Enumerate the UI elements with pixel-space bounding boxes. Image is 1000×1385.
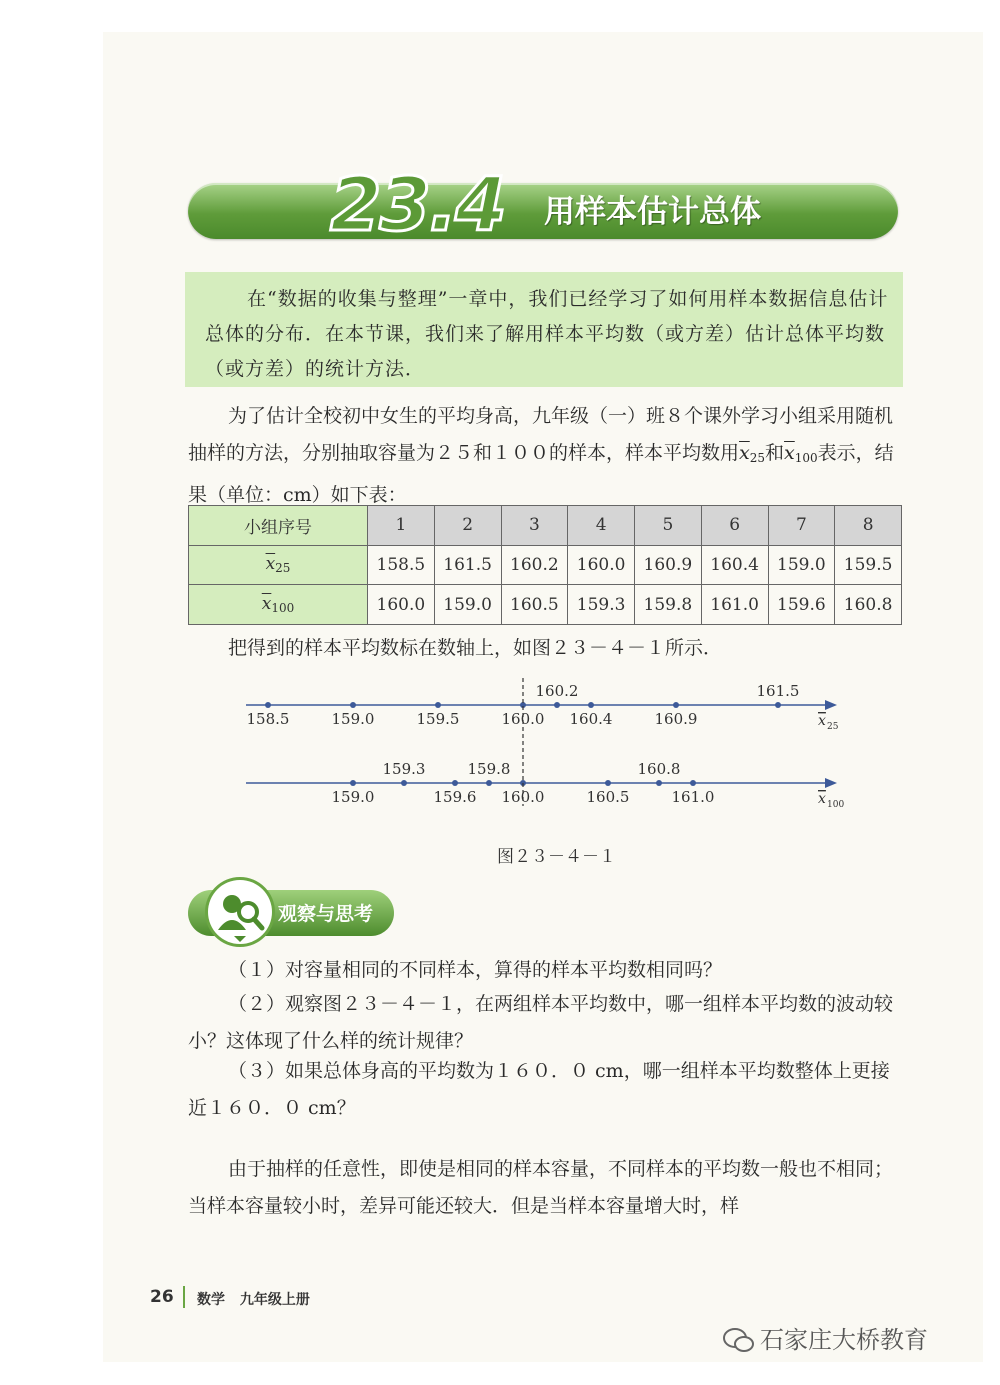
group-cell: 5: [635, 506, 702, 546]
footer-divider: [183, 1286, 185, 1308]
point-label: 160.4: [569, 710, 613, 728]
data-point: [656, 780, 662, 786]
paragraph-conclusion: 由于抽样的任意性，即使是相同的样本容量，不同样本的平均数一般也不相同；当样本容量较小时，差异可能还较大．但是当样本容量增大时，样: [188, 1158, 894, 1217]
data-point: [588, 702, 594, 708]
point-label: 160.0: [501, 788, 545, 806]
group-cell: 6: [701, 506, 768, 546]
group-cell: 4: [568, 506, 635, 546]
watermark-text: 石家庄大桥教育: [760, 1326, 928, 1354]
wechat-icon: [722, 1326, 756, 1354]
xbar25-subscript: 25: [749, 451, 766, 465]
axis-arrow: [825, 700, 837, 710]
value-cell: 159.3: [568, 585, 635, 625]
point-label: 159.0: [331, 788, 375, 806]
number-line-xbar25: [246, 682, 839, 732]
axis-arrow: [825, 778, 837, 788]
value-cell: 158.5: [368, 545, 435, 585]
value-cell: 160.8: [835, 585, 902, 625]
row-subscript: 100: [271, 601, 295, 616]
value-cell: 161.0: [701, 585, 768, 625]
sample-mean-table: [188, 505, 902, 625]
book-title: 数学 九年级上册: [197, 1292, 310, 1308]
value-cell: 160.5: [501, 585, 568, 625]
paragraph-figure-intro: 把得到的样本平均数标在数轴上，如图２３－４－１所示．: [228, 637, 723, 659]
axis-subscript: 100: [827, 800, 845, 810]
data-point: [605, 780, 611, 786]
point-label: 159.3: [382, 760, 426, 778]
value-cell: 160.0: [568, 545, 635, 585]
data-point: [690, 780, 696, 786]
number-line-xbar100: [246, 760, 844, 810]
point-label: 159.0: [331, 710, 375, 728]
row-symbol: $\overline{x}$: [265, 554, 276, 575]
row-label-xbar100: [189, 585, 368, 625]
xbar100-subscript: 100: [794, 451, 818, 465]
point-label: 161.5: [756, 682, 800, 700]
xbar100-symbol: $\overline{x}$: [784, 442, 795, 464]
point-label: 159.8: [467, 760, 511, 778]
data-point: [401, 780, 407, 786]
point-label: 160.5: [586, 788, 630, 806]
header-label: 小组序号: [189, 506, 368, 546]
row-label-xbar25: [189, 545, 368, 585]
point-label: 160.8: [637, 760, 681, 778]
data-point: [554, 702, 560, 708]
axis-symbol: x: [818, 791, 826, 807]
observe-label: 观察与思考: [278, 903, 374, 925]
para1-text-c: 表示，结果（单位：cm）如下表：: [188, 442, 894, 506]
value-cell: 159.0: [768, 545, 835, 585]
section-banner: [188, 183, 898, 239]
question-1: （１）对容量相同的不同样本，算得的样本平均数相同吗？: [228, 959, 723, 981]
data-point: [775, 702, 781, 708]
value-cell: 160.2: [501, 545, 568, 585]
row-symbol: $\overline{x}$: [261, 594, 272, 615]
data-point: [486, 780, 492, 786]
para1-text-b: 和: [765, 442, 785, 464]
data-point: [350, 780, 356, 786]
group-cell: 1: [368, 506, 435, 546]
value-cell: 160.9: [635, 545, 702, 585]
table-header-row: [189, 506, 902, 546]
page-number: 26: [150, 1287, 174, 1307]
point-label: 160.2: [535, 682, 579, 700]
value-cell: 159.8: [635, 585, 702, 625]
data-point: [452, 780, 458, 786]
figure-caption: 图２３－４－１: [497, 847, 616, 867]
group-cell: 3: [501, 506, 568, 546]
group-cell: 2: [434, 506, 501, 546]
row-subscript: 25: [275, 561, 291, 576]
point-label: 158.5: [246, 710, 290, 728]
value-cell: 160.4: [701, 545, 768, 585]
point-label: 160.0: [501, 710, 545, 728]
xbar25-symbol: $\overline{x}$: [739, 442, 750, 464]
data-point: [673, 702, 679, 708]
point-label: 160.9: [654, 710, 698, 728]
section-number: 23.4: [330, 162, 505, 248]
group-cell: 8: [835, 506, 902, 546]
section-title: 用样本估计总体: [544, 194, 761, 230]
value-cell: 161.5: [434, 545, 501, 585]
intro-text: 在“数据的收集与整理”一章中，我们已经学习了如何用样本数据信息估计总体的分布．在本节课，我们来了解用样本平均数（或方差）估计总体平均数（或方差）的统计方法．: [205, 288, 889, 380]
point-label: 161.0: [671, 788, 715, 806]
para1-text-a: 为了估计全校初中女生的平均身高，九年级（一）班８个课外学习小组采用随机抽样的方法，分别抽取容量为２５和１００的样本，样本平均数用: [188, 405, 894, 464]
axis-subscript: 25: [827, 722, 839, 732]
value-cell: 159.5: [835, 545, 902, 585]
observe-icon-circle: [208, 880, 272, 944]
value-cell: 159.0: [434, 585, 501, 625]
number-line-figure: [240, 672, 860, 822]
table-row: [189, 545, 902, 585]
value-cell: 160.0: [368, 585, 435, 625]
paragraph-sampling: [188, 398, 906, 514]
question-2: （２）观察图２３－４－１，在两组样本平均数中，哪一组样本平均数的波动较小？这体现了什么样的统计规律？: [188, 993, 894, 1052]
axis-symbol: x: [818, 713, 826, 729]
data-point: [350, 702, 356, 708]
point-label: 159.6: [433, 788, 477, 806]
group-cell: 7: [768, 506, 835, 546]
question-3: （３）如果总体身高的平均数为１６０．０ cm，哪一组样本平均数整体上更接近１６０．０ cm？: [188, 1060, 890, 1119]
table-row: [189, 585, 902, 625]
data-point: [265, 702, 271, 708]
value-cell: 159.6: [768, 585, 835, 625]
point-label: 159.5: [416, 710, 460, 728]
magnifier-person-icon: [208, 880, 272, 944]
data-point: [435, 702, 441, 708]
